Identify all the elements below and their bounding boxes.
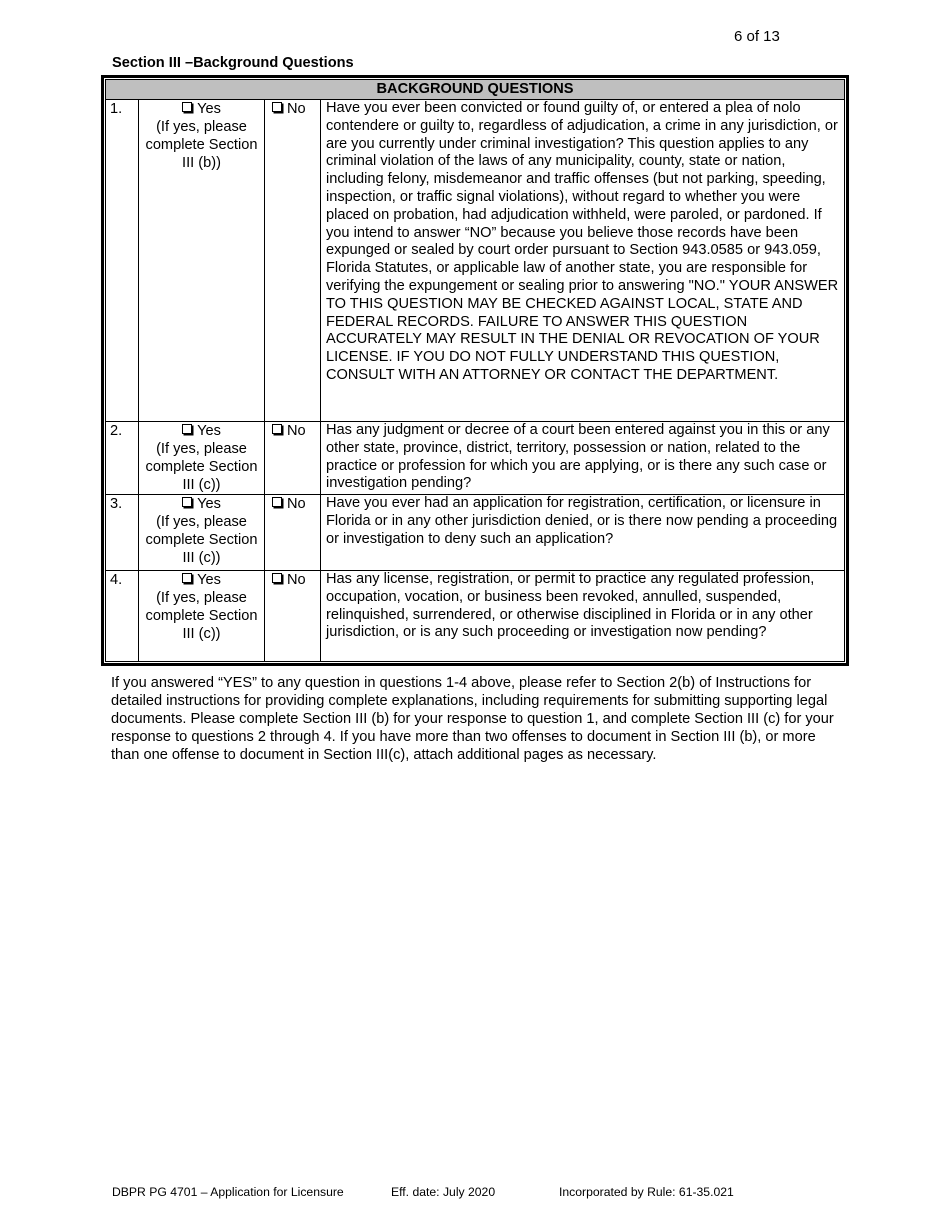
- question-text: Have you ever been convicted or found guilty of, or entered a plea of nolo contendere or guilty to, regardless of adjudication, a crime in any jurisdiction, or are you currently under criminal investigation? This question applies to any criminal violation of the laws of any municipality, county, state or nation, including felony, misdemeanor and traffic offenses (but not parking, speeding, inspection, or traffic signal violations), without regard to whether you were placed on probation, had adjudication withheld, were paroled, or pardoned. If you intend to answer “NO” because you believe those records have been expunged or sealed by court order pursuant to Section 943.0585 or 943.059, Florida Statutes, or applicable law of another state, you are responsible for verifying the expungement or sealing prior to answering "NO." YOUR ANSWER TO THIS QUESTION MAY BE CHECKED AGAINST LOCAL, STATE AND FEDERAL RECORDS. FAILURE TO ANSWER THIS QUESTION ACCURATELY MAY RESULT IN THE DENIAL OR REVOCATION OF YOUR LICENSE. IF YOU DO NOT FULLY UNDERSTAND THIS QUESTION, CONSULT WITH AN ATTORNEY OR CONTACT THE DEPARTMENT.: [321, 100, 845, 422]
- yes-label: Yes: [197, 423, 221, 439]
- yes-option-4[interactable]: [139, 571, 265, 662]
- no-option-4[interactable]: [265, 571, 321, 662]
- footer-effective-date: Eff. date: July 2020: [391, 1185, 496, 1199]
- checkbox-icon[interactable]: [272, 424, 282, 434]
- checkbox-icon[interactable]: [272, 102, 282, 112]
- table-header: BACKGROUND QUESTIONS: [106, 80, 845, 100]
- question-number: 3.: [106, 495, 139, 571]
- question-number: 1.: [106, 100, 139, 422]
- no-option-1[interactable]: [265, 100, 321, 422]
- yes-option-3[interactable]: [139, 495, 265, 571]
- checkbox-icon[interactable]: [182, 102, 192, 112]
- question-text: Have you ever had an application for registration, certification, or licensure in Florida or in any other jurisdiction denied, or is there now pending a proceeding or investigation to deny such an application?: [321, 495, 845, 571]
- no-option-3[interactable]: [265, 495, 321, 571]
- footer-form-name: DBPR PG 4701 – Application for Licensure: [112, 1185, 344, 1199]
- yes-label: Yes: [197, 572, 221, 588]
- no-option-2[interactable]: [265, 422, 321, 495]
- checkbox-icon[interactable]: [182, 497, 192, 507]
- no-label: No: [287, 572, 306, 588]
- yes-note: (If yes, please complete Section III (c)): [145, 590, 258, 642]
- no-label: No: [287, 496, 306, 512]
- question-text: Has any judgment or decree of a court been entered against you in this or any other state, province, district, territory, possession or nation, related to the practice or profession for which you are applying, or is there any such case or investigation pending?: [321, 422, 845, 495]
- question-row-3: [106, 495, 845, 571]
- yes-option-2[interactable]: [139, 422, 265, 495]
- yes-label: Yes: [197, 496, 221, 512]
- yes-note: (If yes, please complete Section III (b)): [145, 119, 258, 171]
- questions-table: [105, 79, 845, 662]
- checkbox-icon[interactable]: [182, 424, 192, 434]
- checkbox-icon[interactable]: [182, 573, 192, 583]
- yes-option-1[interactable]: [139, 100, 265, 422]
- no-label: No: [287, 423, 306, 439]
- checkbox-icon[interactable]: [272, 573, 282, 583]
- section-title: Section III –Background Questions: [112, 55, 354, 71]
- yes-note: (If yes, please complete Section III (c)): [145, 514, 258, 566]
- yes-label: Yes: [197, 101, 221, 117]
- question-text: Has any license, registration, or permit to practice any regulated profession, occupation, vocation, or business been revoked, annulled, suspended, relinquished, surrendered, or otherwise disciplined in Florida or in any other jurisdiction, or is any such proceeding or investigation now pending?: [321, 571, 845, 662]
- question-row-2: [106, 422, 845, 495]
- background-questions-table: [101, 75, 849, 666]
- instructions-paragraph: If you answered “YES” to any question in questions 1-4 above, please refer to Section 2(b) of Instructions for detailed instructions for providing complete explanations, including requirements for submitting supporting legal documents. Please complete Section III (b) for your response to question 1, and complete Section III (c) for your response to questions 2 through 4. If you have more than two offenses to document in Section III (b), or more than one offense to document in Section III(c), attach additional pages as necessary.: [111, 675, 834, 763]
- question-number: 2.: [106, 422, 139, 495]
- yes-note: (If yes, please complete Section III (c)): [145, 441, 258, 493]
- checkbox-icon[interactable]: [272, 497, 282, 507]
- page-number: 6 of 13: [734, 28, 780, 45]
- question-row-1: [106, 100, 845, 422]
- question-row-4: [106, 571, 845, 662]
- no-label: No: [287, 101, 306, 117]
- question-number: 4.: [106, 571, 139, 662]
- footer-rule: Incorporated by Rule: 61-35.021: [559, 1185, 734, 1199]
